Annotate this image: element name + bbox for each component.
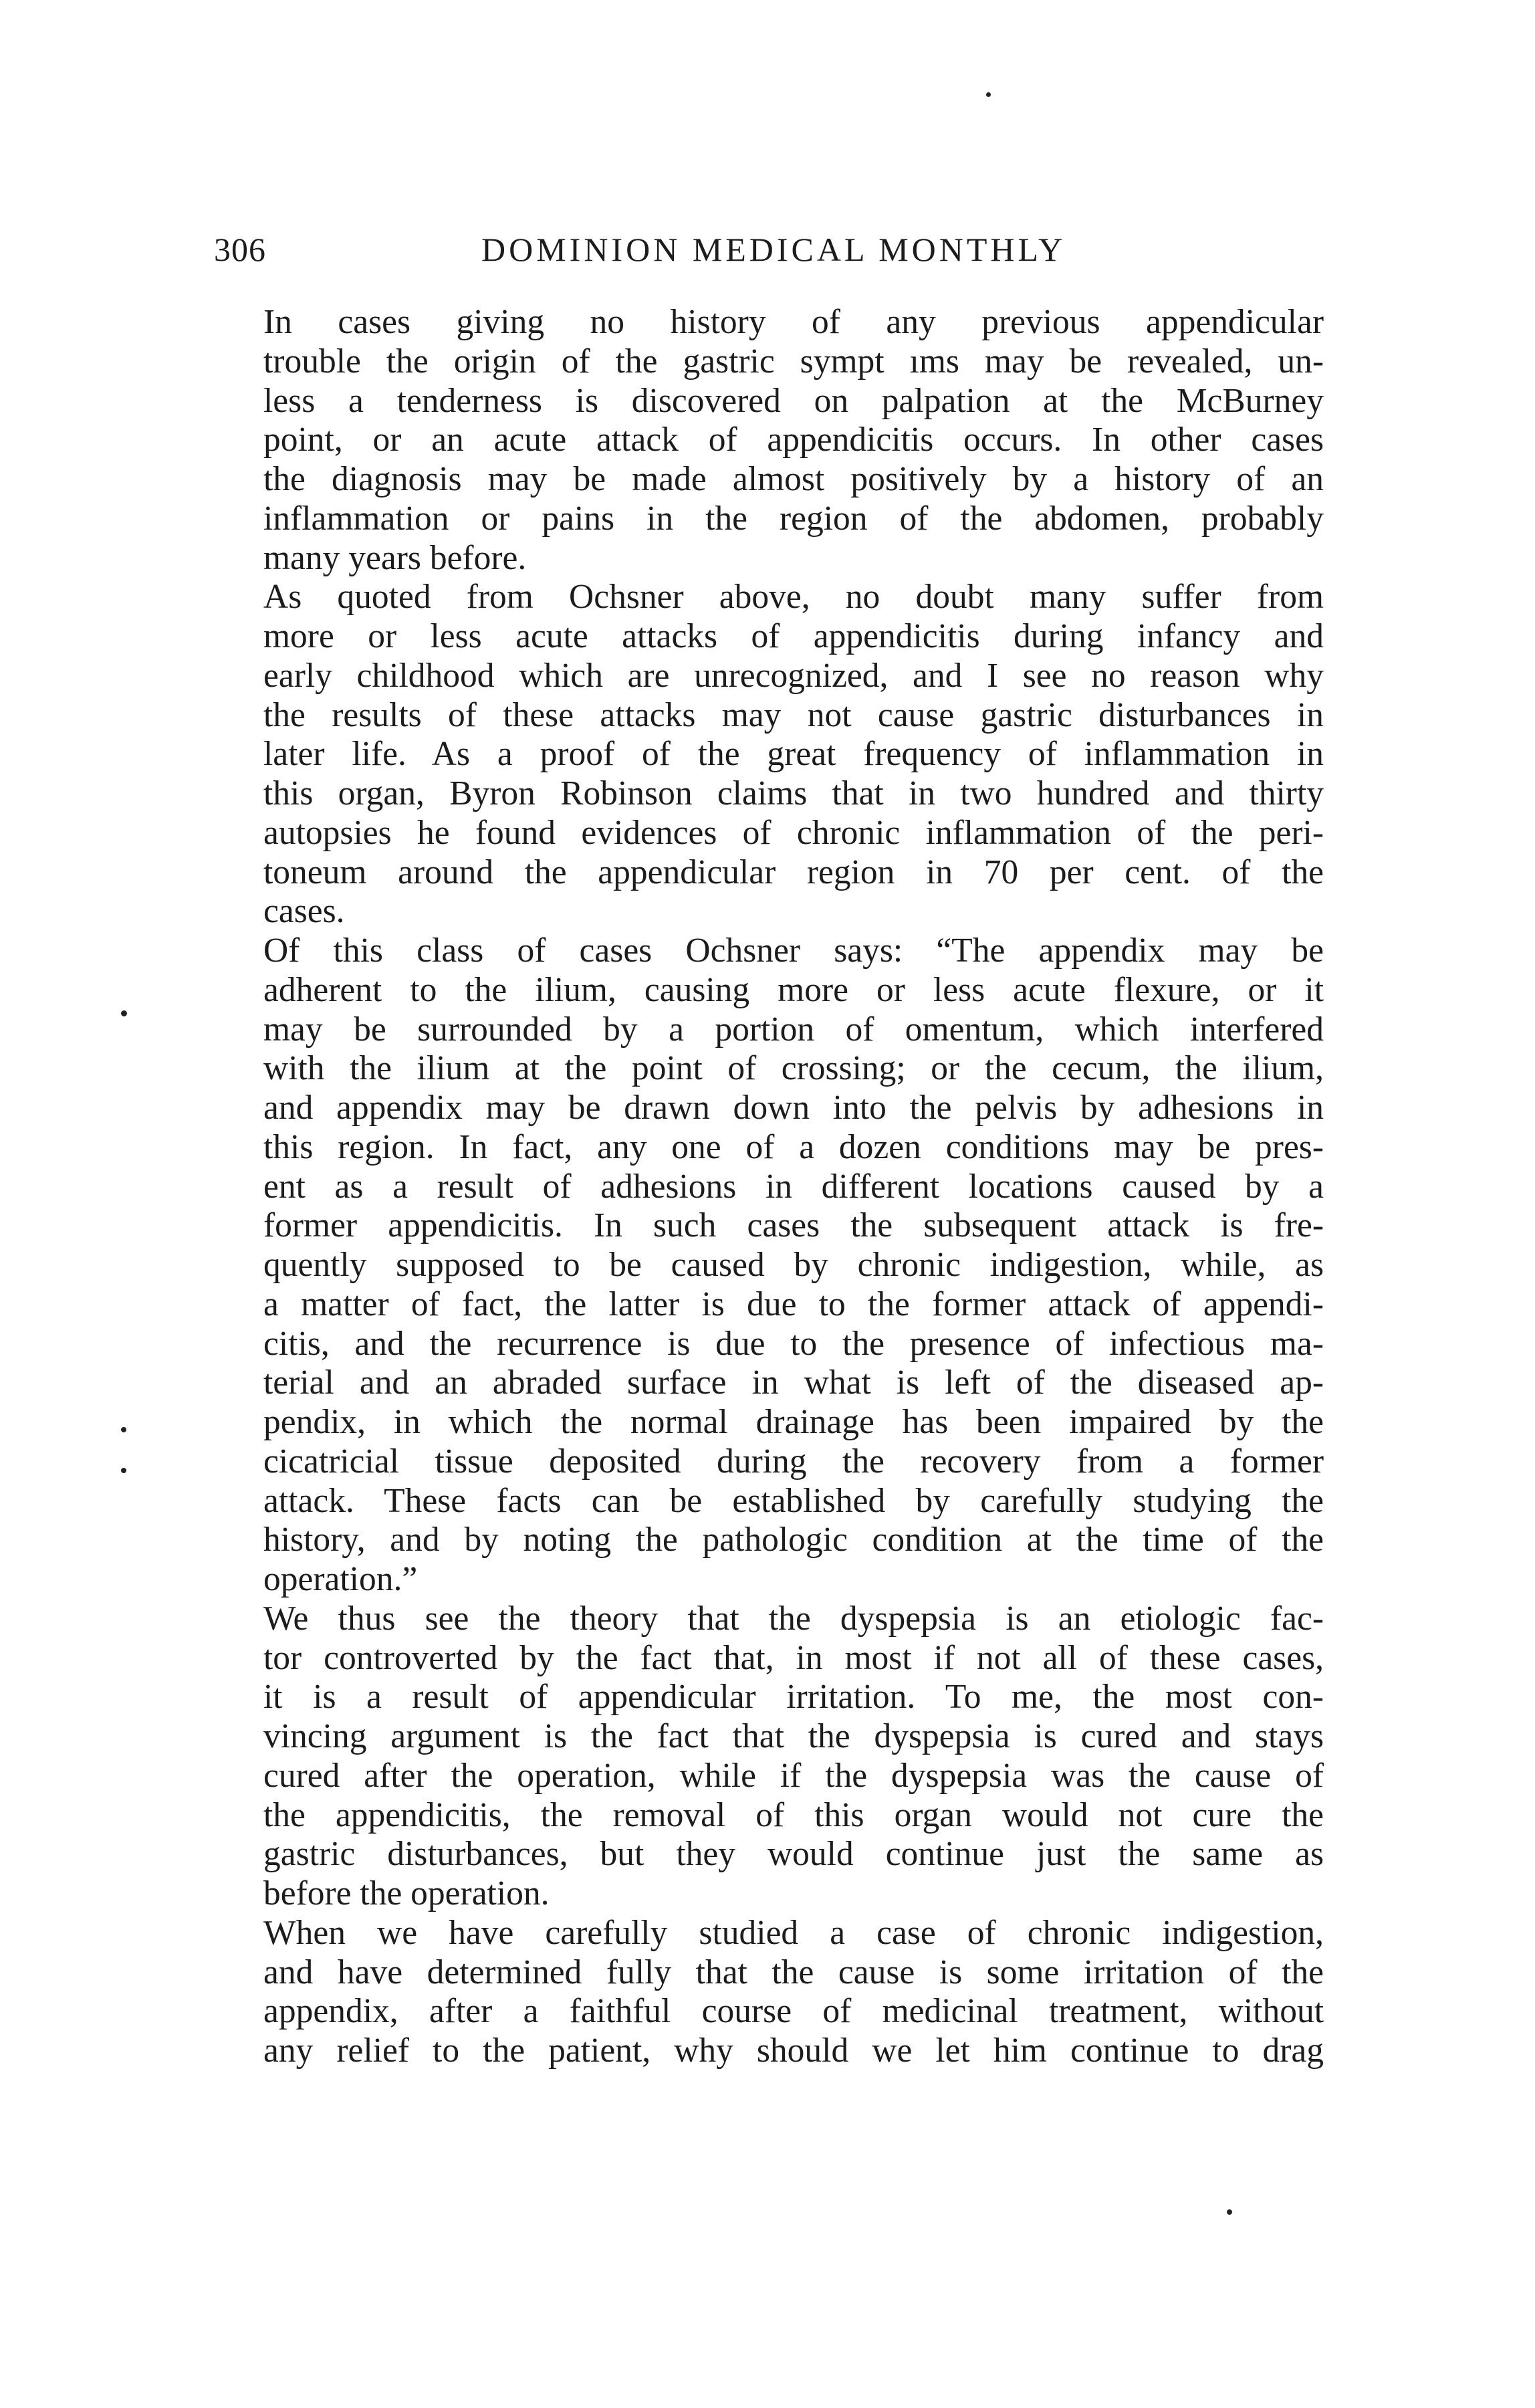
text-line: later life. As a proof of the great frequency of inflammation in [263, 735, 1324, 774]
text-line: cured after the operation, while if the dyspepsia was the cause of [263, 1756, 1324, 1795]
text-line: As quoted from Ochsner above, no doubt many suffer from [263, 578, 1324, 617]
text-line: it is a result of appendicular irritation. To me, the most con- [263, 1678, 1324, 1717]
text-line: this region. In fact, any one of a dozen conditions may be pres- [263, 1127, 1324, 1166]
text-line: cases. [263, 892, 345, 931]
text-line: adherent to the ilium, causing more or less acute flexure, or it [263, 970, 1324, 1009]
text-line: trouble the origin of the gastric sympt ıms may be revealed, un- [263, 342, 1324, 380]
text-line: attack. These facts can be established by carefully studying the [263, 1481, 1324, 1520]
text-line: many years before. [263, 538, 527, 577]
text-line: In cases giving no history of any previous appendicular [263, 303, 1324, 341]
paragraph-2 [215, 578, 1324, 932]
text-line: tor controverted by the fact that, in most if not all of these cases, [263, 1638, 1324, 1677]
paragraph-4 [215, 1600, 1324, 1914]
text-line: former appendicitis. In such cases the subsequent attack is fre- [263, 1206, 1324, 1245]
text-line: toneum around the appendicular region in 70 per cent. of the [263, 853, 1324, 891]
text-line: point, or an acute attack of appendicitis occurs. In other cases [263, 421, 1324, 459]
text-line: and appendix may be drawn down into the pelvis by adhesions in [263, 1089, 1324, 1127]
text-line: less a tenderness is discovered on palpation at the McBurney [263, 381, 1324, 420]
text-line: When we have carefully studied a case of chronic indigestion, [263, 1913, 1324, 1952]
text-line: the results of these attacks may not cause gastric disturbances in [263, 695, 1324, 734]
scan-speck [121, 1427, 126, 1432]
paragraph-3 [215, 932, 1324, 1600]
text-line: more or less acute attacks of appendicitis during infancy and [263, 617, 1324, 655]
text-line: history, and by noting the pathologic condition at the time of the [263, 1521, 1324, 1559]
text-line: early childhood which are unrecognized, and I see no reason why [263, 656, 1324, 695]
text-line: appendix, after a faithful course of medicinal treatment, without [263, 1992, 1324, 2031]
scan-speck [121, 1468, 126, 1473]
text-line: terial and an abraded surface in what is left of the diseased ap- [263, 1363, 1324, 1402]
text-line: Of this class of cases Ochsner says: “The appendix may be [263, 932, 1324, 970]
text-line: with the ilium at the point of crossing; or the cecum, the ilium, [263, 1049, 1324, 1088]
text-line: and have determined fully that the cause is some irritation of the [263, 1953, 1324, 1991]
scan-speck [986, 92, 991, 97]
text-line: the diagnosis may be made almost positively by a history of an [263, 460, 1324, 498]
text-line: citis, and the recurrence is due to the presence of infectious ma- [263, 1324, 1324, 1363]
scan-speck [121, 1010, 127, 1016]
text-line: the appendicitis, the removal of this organ would not cure the [263, 1795, 1324, 1834]
text-line: this organ, Byron Robinson claims that in two hundred and thirty [263, 774, 1324, 812]
paragraph-5 [215, 1914, 1324, 2071]
scan-speck [1227, 2209, 1232, 2215]
text-line: inflammation or pains in the region of the abdomen, probably [263, 499, 1324, 538]
text-line: operation.” [263, 1560, 418, 1598]
text-line: vincing argument is the fact that the dyspepsia is cured and stays [263, 1717, 1324, 1755]
text-line: gastric disturbances, but they would continue just the same as [263, 1835, 1324, 1874]
text-line: quently supposed to be caused by chronic indigestion, while, as [263, 1246, 1324, 1284]
body-text [215, 303, 1324, 2071]
text-line: pendix, in which the normal drainage has been impaired by the [263, 1403, 1324, 1441]
journal-title: DOMINION MEDICAL MONTHLY [481, 231, 1066, 268]
text-line: cicatricial tissue deposited during the recovery from a former [263, 1442, 1324, 1481]
text-line: ent as a result of adhesions in different locations caused by a [263, 1167, 1324, 1206]
running-head [214, 226, 1324, 273]
text-line: autopsies he found evidences of chronic inflammation of the peri- [263, 813, 1324, 852]
paragraph-1 [215, 303, 1324, 578]
text-line: a matter of fact, the latter is due to the former attack of appendi- [263, 1285, 1324, 1323]
text-line: We thus see the theory that the dyspepsia is an etiologic fac- [263, 1599, 1324, 1638]
text-line: any relief to the patient, why should we let him continue to drag [263, 2032, 1324, 2070]
text-line: may be surrounded by a portion of omentum, which interfered [263, 1010, 1324, 1049]
text-line: before the operation. [263, 1874, 550, 1912]
page-number: 306 [214, 231, 266, 268]
